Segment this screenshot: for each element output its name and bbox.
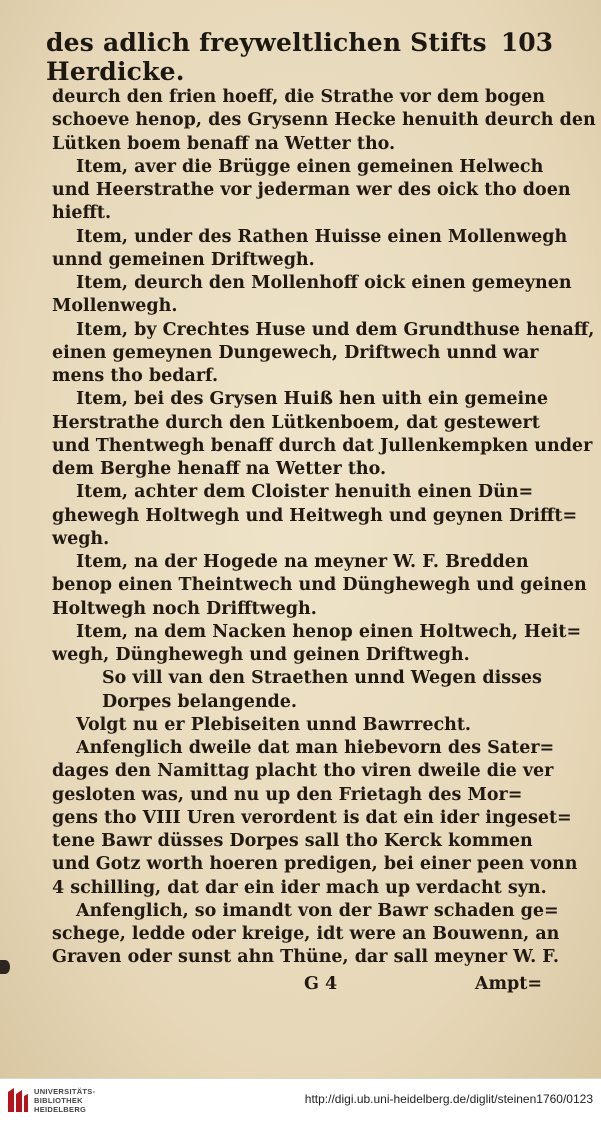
page-edge-mark	[0, 960, 10, 974]
text-line: und Thentwegh benaff durch dat Jullenkempken under	[52, 435, 593, 456]
text-line: tene Bawr düsses Dorpes sall tho Kerck kommen	[52, 831, 533, 851]
text-line: dem Berghe henaff na Wetter tho.	[52, 459, 387, 479]
permalink-url[interactable]: http://digi.ub.uni-heidelberg.de/diglit/steinen1760/0123	[304, 1092, 593, 1106]
text-line: gens tho VIII Uren verordent is dat ein ider ingeset=	[52, 807, 572, 828]
text-line: Item, by Crechtes Huse und dem Grundthuse henaff,	[76, 319, 595, 340]
text-line: unnd gemeinen Driftwegh.	[52, 249, 315, 270]
text-line: Item, na dem Nacken henop einen Holtwech, Heit=	[76, 621, 582, 642]
university-library-logo-icon[interactable]	[6, 1086, 30, 1114]
text-line: 4 schilling, dat dar ein ider mach up verdacht syn.	[52, 877, 547, 898]
text-line: schege, ledde oder kreige, idt were an Bouwenn, an	[52, 924, 560, 944]
library-name-line-1: UNIVERSITÄTS-	[34, 1087, 96, 1096]
running-header	[46, 28, 553, 86]
text-line: Holtwegh noch Drifftwegh.	[52, 598, 317, 619]
text-line: Mollenwegh.	[52, 296, 178, 317]
page-number: 103	[500, 28, 553, 57]
text-line: Item, deurch den Mollenhoff oick einen gemeynen	[76, 273, 572, 293]
library-name	[34, 1087, 95, 1114]
library-name-line-2: BIBLIOTHEK	[34, 1096, 83, 1105]
text-line: dages den Namittag placht tho viren dweile die ver	[52, 761, 554, 782]
text-line: hiefft.	[52, 203, 112, 224]
body-text	[52, 86, 596, 970]
text-line: mens tho bedarf.	[52, 366, 219, 386]
text-line: deurch den frien hoeff, die Strathe vor dem bogen	[52, 87, 545, 107]
printer-signature: G 4	[304, 974, 338, 994]
library-name-line-3: HEIDELBERG	[34, 1105, 87, 1114]
text-line: Anfenglich, so imandt von der Bawr schaden ge=	[76, 900, 559, 921]
text-line: So vill van den Straethen unnd Wegen disses	[102, 668, 542, 689]
text-line: Anfenglich dweile dat man hiebevorn des Sater=	[76, 738, 555, 758]
text-line: Item, under des Rathen Huisse einen Mollenwegh	[76, 226, 568, 247]
signature-line	[52, 974, 542, 998]
text-line: einen gemeynen Dungewech, Driftwech unnd war	[52, 342, 539, 363]
text-line: Item, aver die Brügge einen gemeinen Helwech	[76, 156, 544, 177]
text-line: ghewegh Holtwegh und Heitwegh und geynen Drifft=	[52, 505, 578, 526]
catchword: Ampt=	[474, 974, 542, 994]
text-line: benop einen Theintwech und Dünghewegh und geinen	[52, 575, 587, 596]
text-line: Lütken boem benaff na Wetter tho.	[52, 133, 396, 154]
viewer-footer	[0, 1078, 601, 1122]
text-line: Item, na der Hogede na meyner W. F. Bredden	[76, 552, 529, 572]
text-line: wegh, Dünghewegh und geinen Driftwegh.	[52, 645, 470, 665]
text-line: Dorpes belangende.	[102, 691, 298, 712]
text-line: gesloten was, und nu up den Frietagh des Mor=	[52, 784, 523, 805]
text-line: wegh.	[52, 528, 110, 549]
text-line: Item, bei des Grysen Huiß hen uith ein gemeine	[76, 389, 549, 410]
text-line: und Gotz worth hoeren predigen, bei einer peen vonn	[52, 854, 578, 875]
running-title: des adlich freyweltlichen Stifts Herdicke.	[46, 28, 487, 86]
text-line: Volgt nu er Plebiseiten unnd Bawrrecht.	[76, 714, 472, 735]
text-line: und Heerstrathe vor jederman wer des oick tho doen	[52, 180, 571, 200]
text-line: Item, achter dem Cloister henuith einen Dün=	[76, 482, 534, 503]
text-line: Herstrathe durch den Lütkenboem, dat gestewert	[52, 412, 540, 433]
text-line: schoeve henop, des Grysenn Hecke henuith deurch den	[52, 110, 596, 131]
text-line: Graven oder sunst ahn Thüne, dar sall meyner W. F.	[52, 947, 560, 968]
